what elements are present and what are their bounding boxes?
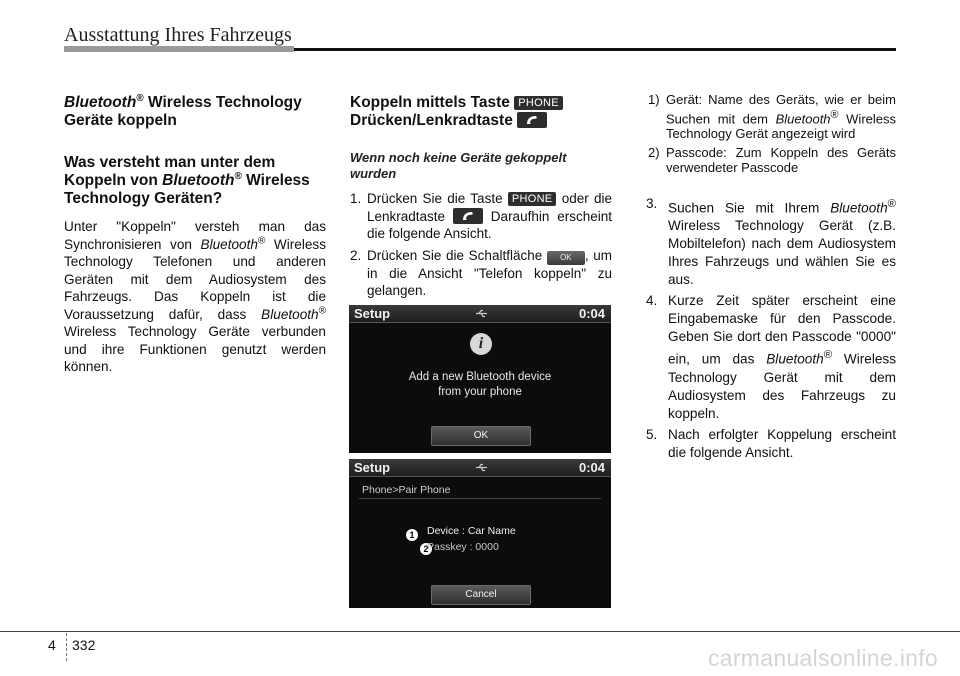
heading-bluetooth-pairing	[64, 94, 326, 130]
brand-text: Bluetooth	[200, 236, 258, 252]
info-icon: i	[470, 333, 492, 355]
step-5	[646, 426, 896, 462]
callout-marker-1: 1	[406, 529, 418, 541]
item-text: Passcode: Zum Koppeln des Geräts verwendeter Passcode	[666, 144, 896, 176]
page-number: 332	[72, 637, 96, 653]
header-rule-accent	[64, 46, 294, 52]
heading-text: Was versteht man unter dem	[64, 154, 276, 171]
phone-key-badge: PHONE	[508, 192, 557, 206]
callout-item-1	[646, 92, 896, 142]
column-2	[350, 94, 612, 300]
step-text: Daraufhin erscheint die folgende Ansicht.	[367, 208, 612, 241]
divider	[359, 498, 601, 499]
registered-mark: ®	[830, 108, 839, 121]
header-rule	[294, 48, 896, 51]
watermark-text: carmanualsonline.info	[707, 645, 938, 671]
cancel-button[interactable]: Cancel	[431, 585, 531, 605]
brand-text: Bluetooth	[64, 94, 137, 111]
step-number: 3.	[646, 195, 658, 211]
paragraph-text: Wireless Technology Geräte verbunden und ihre Funktionen genutzt werden können.	[64, 324, 326, 374]
subheading-no-devices: Wenn noch keine Geräte gekoppelt wurden	[350, 150, 567, 181]
footer-separator	[66, 633, 67, 661]
callout-marker-2: 2	[420, 543, 432, 555]
step-text: , um in die Ansicht "Telefon koppeln" zu gelangen.	[367, 247, 612, 298]
step-1	[350, 190, 612, 243]
ok-button[interactable]: OK	[431, 426, 531, 446]
device-name-label: Device : Car Name	[427, 525, 516, 537]
screen-pair-phone	[349, 459, 611, 608]
screen-clock: 0:04	[578, 460, 605, 475]
brand-text: Bluetooth	[766, 351, 824, 367]
step-number: 4.	[646, 293, 658, 309]
registered-mark: ®	[257, 234, 266, 246]
registered-mark: ®	[234, 170, 242, 182]
item-number: 1)	[648, 92, 660, 107]
screen-clock: 0:04	[578, 306, 605, 321]
heading-text: Wireless	[241, 172, 310, 189]
step-text: Suchen Sie mit Ihrem	[668, 200, 831, 216]
item-text: Wireless Technology Gerät angezeigt wird	[666, 110, 896, 142]
passkey-label: Passkey : 0000	[427, 541, 499, 553]
step-text: Wireless Technology Gerät (z.B. Mobiltelefon) nach dem Audiosystem Ihres Fahrzeugs und wählen Sie es aus.	[668, 218, 896, 288]
intro-paragraph	[64, 218, 326, 376]
brand-text: Bluetooth	[261, 306, 319, 322]
registered-mark: ®	[136, 92, 144, 104]
callout-item-2	[646, 145, 896, 176]
step-text: Drücken Sie die Schaltfläche	[367, 247, 547, 263]
heading-pairing-via-button	[350, 94, 612, 130]
brand-text: Bluetooth	[162, 172, 235, 189]
ok-button-icon: OK	[547, 251, 585, 265]
steering-call-key-icon	[517, 112, 547, 128]
screen-message: Add a new Bluetooth device	[408, 371, 552, 383]
screen-title-bar	[349, 459, 611, 477]
column-3	[646, 92, 896, 462]
step-text: oder die Lenkradtaste	[367, 191, 612, 224]
step-number: 5.	[646, 426, 658, 442]
step-text: Drücken Sie die Taste	[367, 191, 508, 206]
page-header-title: Ausstattung Ihres Fahrzeugs	[64, 24, 292, 46]
screen-add-device	[349, 305, 611, 453]
screen-message: from your phone	[438, 386, 522, 398]
step-2	[350, 247, 612, 300]
heading-text: Wireless Technology	[143, 94, 302, 111]
item-text: Gerät: Name des Geräts, wie er beim Suchen mit dem	[666, 92, 896, 126]
brand-text: Bluetooth	[830, 200, 888, 216]
registered-mark: ®	[318, 304, 326, 316]
footer-rule	[0, 631, 960, 632]
step-3	[646, 195, 896, 290]
column-1	[64, 94, 326, 376]
step-text: Wireless Technology Gerät mit dem Audiosystem des Fahrzeugs zu koppeln.	[668, 351, 896, 421]
step-4	[646, 292, 896, 423]
heading-text: Geräte koppeln	[64, 112, 177, 129]
heading-what-is-pairing	[64, 154, 326, 208]
usb-icon	[476, 309, 488, 318]
screen-title-bar	[349, 305, 611, 323]
step-text: Nach erfolgter Koppelung erscheint die folgende Ansicht.	[668, 426, 896, 460]
heading-text: Koppeln von	[64, 172, 163, 189]
screen-title: Setup	[354, 460, 391, 475]
usb-icon	[476, 463, 488, 472]
screen-title: Setup	[354, 306, 391, 321]
paragraph-text: Wireless Technology Telefonen und anderen Geräten mit dem Audiosystem des Fahrzeugs. Das Koppeln ist die Voraussetzung dafür, dass	[64, 236, 326, 322]
heading-text: Koppeln mittels Taste	[350, 94, 515, 111]
steering-call-key-icon	[453, 208, 483, 224]
step-number: 1.	[350, 191, 362, 206]
registered-mark: ®	[887, 197, 896, 210]
brand-text: Bluetooth	[775, 110, 831, 126]
phone-key-badge: PHONE	[514, 96, 563, 110]
screen-breadcrumb: Phone>Pair Phone	[362, 484, 451, 496]
heading-text: Technology Geräten?	[64, 190, 223, 207]
heading-text: Drücken/Lenkradtaste	[350, 112, 518, 129]
paragraph-text: Unter "Koppeln" versteh man das Synchronisieren von	[64, 219, 326, 252]
registered-mark: ®	[823, 349, 833, 362]
item-number: 2)	[648, 144, 660, 160]
step-number: 2.	[350, 247, 362, 263]
step-text: Kurze Zeit später erscheint eine Eingabemaske für den Passcode. Geben Sie dort den Passcode "0000" ein, um das	[668, 293, 896, 367]
chapter-number: 4	[48, 637, 56, 653]
